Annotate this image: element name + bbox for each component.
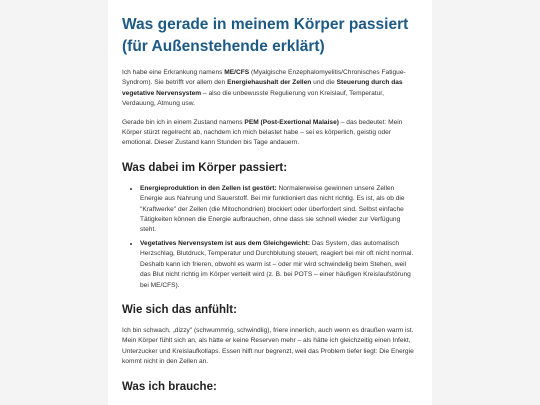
list-item: [140, 184, 418, 236]
section-heading-needs: Was ich brauche:: [122, 380, 217, 393]
bold-run: ME/CFS: [224, 69, 250, 76]
document-page: [108, 0, 432, 405]
text-run: Das System, das automatisch Herzschlag, Blutdruck, Temperatur und Durchblutung steuert, reagiert bei mir oft nicht normal. Deshalb kann ich frieren, obwohl es warm ist – oder mir wird schwindelig beim Stehen, weil das Blut nicht richtig im Körper verteilt wird (z. B. bei POTS – einer häufigen Kreislaufstörung bei ME/CFS).: [140, 239, 414, 289]
bold-run: Energiehaushalt der Zellen: [227, 79, 312, 87]
feeling-paragraph: Ich bin schwach, „dizzy" (schwummrig, schwindlig), friere innerlich, auch wenn es draußen warm ist. Mein Körper fühlt sich an, als hätte er keine Reserven mehr – als hätte ich gleichzeitig einen Infekt, Unterzucker und Kreislaufkollaps. Essen hilft nur begrenzt, weil das Problem tiefer liegt: Die Energie kommt nicht in den Zellen an.: [122, 326, 414, 366]
bold-run: Energieproduktion in den Zellen ist gestört:: [140, 184, 277, 192]
text-run: Normalerweise gewinnen unsere Zellen Energie aus Nahrung und Sauerstoff. Bei mir funktioniert das nicht richtig. Es ist, als ob die "Kraftwerke" der Zellen (die Mitochondrien) blockiert oder überfordert sind. Selbst einfache Tätigkeiten können die Energie aufbrauchen, ohne dass sie schnell wieder zur Verfügung steht.: [140, 184, 405, 234]
text-run: Gerade bin ich in einem Zustand namens: [122, 118, 245, 126]
text-run: – also die unbewusste Regulierung von Kreislauf, Temperatur, Verdauung, Atmung usw.: [122, 89, 384, 108]
intro-paragraph-1: [122, 68, 418, 110]
text-run: und die: [311, 79, 337, 87]
intro-paragraph-2: [122, 118, 418, 149]
section-heading-body: Was dabei im Körper passiert:: [122, 161, 288, 174]
bold-run: Steuerung durch das vegetative Nervensystem: [122, 79, 403, 97]
list-item: [140, 239, 418, 291]
text-run: (Myalgische Enzephalomyelitis/Chronisches Fatigue-Syndrom). Sie betrifft vor allem den: [122, 69, 406, 87]
document-content: [108, 0, 432, 395]
body-effects-list: [122, 184, 418, 291]
text-run: – das bedeutet: Mein Körper stürzt regelrecht ab, nachdem ich mich belastet habe – sei es körperlich, geistig oder emotional. Dieser Zustand kann Stunden bis Tage andauern.: [122, 118, 403, 147]
text-run: Ich habe eine Erkrankung namens: [122, 69, 225, 76]
bold-run: Vegetatives Nervensystem ist aus dem Gleichgewicht:: [140, 239, 311, 247]
section-heading-feeling: Wie sich das anfühlt:: [122, 303, 237, 316]
bold-run: PEM (Post-Exertional Malaise): [244, 118, 339, 126]
page-title: Was gerade in meinem Körper passiert (für Außenstehende erklärt): [122, 16, 409, 55]
